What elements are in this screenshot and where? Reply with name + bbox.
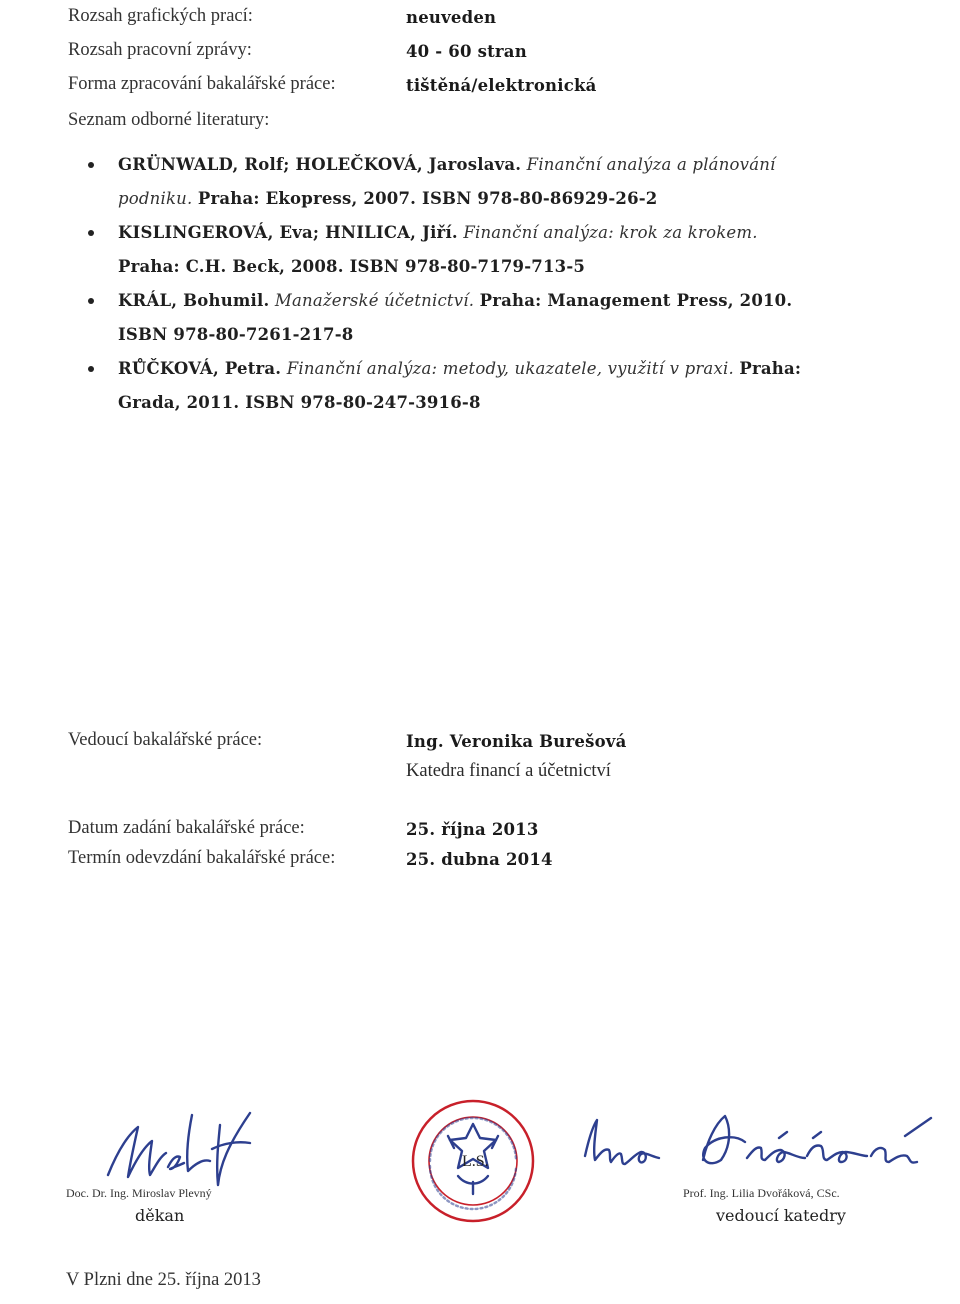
head-role: vedoucí katedry — [716, 1206, 846, 1225]
reference-isbn: ISBN 978-80-7261-217-8 — [118, 325, 354, 344]
head-signature-text — [598, 1150, 599, 1151]
reference-item — [118, 284, 792, 352]
reference-title: Finanční analýza a plánování — [526, 155, 776, 174]
reference-publisher: Praha: C.H. Beck, 2008. ISBN 978-80-7179-713-5 — [118, 257, 586, 276]
field-value-report-length: 40 - 60 stran — [406, 42, 527, 61]
reference-title: Manažerské účetnictví. — [274, 291, 475, 310]
field-value-form: tištěná/elektronická — [406, 76, 597, 95]
reference-publisher: Praha: Management Press, 2010. — [479, 291, 793, 310]
supervisor-department: Katedra financí a účetnictví — [406, 761, 611, 781]
place-date: V Plzni dne 25. října 2013 — [66, 1270, 261, 1290]
field-label-form: Forma zpracování bakalářské práce: — [68, 74, 336, 94]
reference-isbn: Grada, 2011. ISBN 978-80-247-3916-8 — [118, 393, 481, 412]
deadline-date-label: Termín odevzdání bakalářské práce: — [68, 848, 336, 868]
reference-item — [118, 352, 801, 420]
deadline-date-value: 25. dubna 2014 — [406, 850, 553, 869]
field-label-report-length: Rozsah pracovní zprávy: — [68, 40, 252, 60]
head-name: Prof. Ing. Lilia Dvořáková, CSc. — [683, 1186, 840, 1200]
reference-author: KRÁL, Bohumil. — [118, 291, 270, 310]
assignment-date-value: 25. října 2013 — [406, 820, 539, 839]
dean-role: děkan — [135, 1206, 185, 1225]
reference-title-cont: podniku. — [118, 189, 193, 208]
literature-heading: Seznam odborné literatury: — [68, 110, 270, 130]
supervisor-label: Vedoucí bakalářské práce: — [68, 730, 263, 750]
stamp-ls-text: L.S. — [462, 1153, 489, 1170]
bullet-icon — [88, 298, 94, 304]
reference-item — [118, 148, 776, 216]
field-value-graphics: neuveden — [406, 8, 497, 27]
field-label-graphics: Rozsah grafických prací: — [68, 6, 253, 26]
reference-author: GRÜNWALD, Rolf; HOLEČKOVÁ, Jaroslava. — [118, 155, 522, 174]
bullet-icon — [88, 162, 94, 168]
reference-item — [118, 216, 758, 284]
bullet-icon — [88, 230, 94, 236]
reference-publisher: Praha: — [739, 359, 802, 378]
dean-name: Doc. Dr. Ing. Miroslav Plevný — [66, 1186, 212, 1200]
bullet-icon — [88, 366, 94, 372]
head-signature — [575, 1108, 940, 1178]
reference-title: Finanční analýza: krok za krokem. — [463, 223, 758, 242]
reference-author: RŮČKOVÁ, Petra. — [118, 359, 282, 378]
assignment-date-label: Datum zadání bakalářské práce: — [68, 818, 305, 838]
reference-publisher: Praha: Ekopress, 2007. ISBN 978-80-86929-26-2 — [197, 189, 658, 208]
reference-title: Finanční analýza: metody, ukazatele, využití v praxi. — [286, 359, 734, 378]
reference-author: KISLINGEROVÁ, Eva; HNILICA, Jiří. — [118, 223, 458, 242]
supervisor-name: Ing. Veronika Burešová — [406, 732, 627, 751]
dean-signature — [100, 1105, 265, 1195]
